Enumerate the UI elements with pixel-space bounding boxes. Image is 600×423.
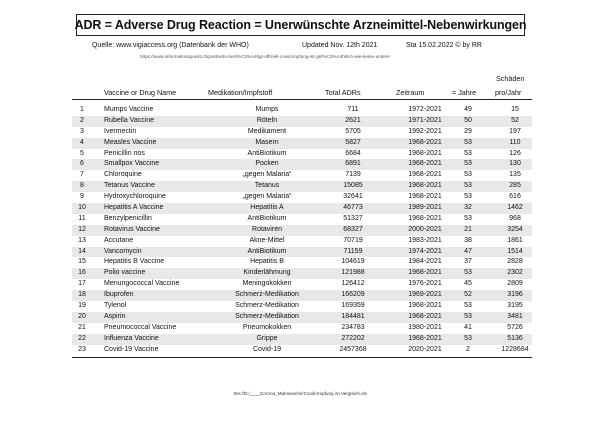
row-number-cell: 12 [78,225,86,233]
table-bottom-divider [72,357,532,358]
table-row [72,290,532,301]
table-row [72,116,532,127]
drug-name-cell: Tetanus Vaccine [104,182,155,190]
damages-per-year-cell: 3196 [507,291,523,299]
row-number-cell: 9 [80,193,84,201]
row-number-cell: 22 [78,334,86,342]
medication-type-cell: AntiBiotikum [247,214,287,222]
table-row [72,312,532,323]
total-adrs-cell: 5705 [345,127,361,135]
row-number-cell: 3 [80,127,84,135]
period-cell: 1968-2021 [408,302,442,310]
source-stand: Sta 15.02.2022 © by RR [406,42,482,49]
row-number-cell: 11 [78,214,86,222]
total-adrs-cell: 5827 [345,138,361,146]
damages-per-year-cell: 3254 [507,225,523,233]
drug-name-cell: Accutane [104,236,134,244]
damages-per-year-cell: 2809 [507,280,523,288]
drug-name-cell: Hydroxychloroquine [104,193,166,201]
source-quelle: Quelle: www.vigiaccess.org (Datenbank der WHO) [92,42,249,49]
drug-name-cell: Pneumococcal Vaccine [104,323,177,331]
total-adrs-cell: 6891 [345,160,361,168]
damages-per-year-cell: 2302 [507,269,523,277]
drug-name-cell: Hepatitis A Vaccine [104,204,164,212]
table-row [72,127,532,138]
medication-type-cell: Masern [255,138,279,146]
medication-type-cell: AntiBiotikum [247,247,287,255]
years-cell: 2 [466,345,470,353]
drug-name-cell: Benzylpenicillin [104,214,152,222]
damages-per-year-cell: 1861 [507,236,523,244]
table-row [72,149,532,160]
total-adrs-cell: 51327 [343,214,363,222]
years-cell: 29 [464,127,472,135]
years-cell: 53 [464,302,472,310]
table-row [72,170,532,181]
drug-name-cell: Rubella Vaccine [104,116,155,124]
header-total: Total ADRs [325,88,361,97]
years-cell: 53 [464,214,472,222]
drug-name-cell: Influenza Vaccine [104,334,159,342]
header-rate-top: Schäden [496,74,525,83]
damages-per-year-cell: 616 [509,193,521,201]
years-cell: 52 [464,291,472,299]
damages-per-year-cell: 1228684 [501,345,529,353]
adr-table [72,105,532,355]
period-cell: 1968-2021 [408,334,442,342]
table-row [72,279,532,290]
row-number-cell: 20 [78,312,86,320]
damages-per-year-cell: 126 [509,149,521,157]
total-adrs-cell: 169359 [341,302,365,310]
medication-type-cell: Pocken [255,160,279,168]
table-row [72,236,532,247]
table-row [72,192,532,203]
row-number-cell: 6 [80,160,84,168]
drug-name-cell: Mumps Vaccine [104,106,154,113]
total-adrs-cell: 32641 [343,193,363,201]
total-adrs-cell: 121988 [341,269,365,277]
period-cell: 1974-2021 [408,247,442,255]
table-row [72,181,532,192]
years-cell: 32 [464,204,472,212]
row-number-cell: 23 [78,345,86,353]
row-number-cell: 21 [78,323,86,331]
table-row [72,334,532,345]
damages-per-year-cell: 1514 [507,247,523,255]
period-cell: 1971-2021 [408,116,442,124]
period-cell: 1968-2021 [408,182,442,190]
medication-type-cell: Tetanus [254,182,280,190]
drug-name-cell: Covid-19 Vaccine [104,345,159,353]
table-row [72,345,532,356]
total-adrs-cell: 711 [347,106,359,113]
damages-per-year-cell: 130 [509,160,521,168]
years-cell: 53 [464,138,472,146]
drug-name-cell: Vancomycin [104,247,142,255]
medication-type-cell: Grippe [256,334,278,342]
period-cell: 1992-2021 [408,127,442,135]
drug-name-cell: Tylenol [104,302,127,310]
damages-per-year-cell: 52 [511,116,519,124]
row-number-cell: 14 [78,247,86,255]
row-number-cell: 16 [78,269,86,277]
period-cell: 1968-2021 [408,269,442,277]
years-cell: 53 [464,182,472,190]
row-number-cell: 15 [78,258,86,266]
medication-type-cell: „gegen Malaria“ [242,171,292,179]
header-period: Zeitraum [396,88,425,97]
title-box [76,14,525,36]
row-number-cell: 8 [80,182,84,190]
row-number-cell: 5 [80,149,84,157]
row-number-cell: 17 [78,280,86,288]
total-adrs-cell: 46773 [343,204,363,212]
header-divider [72,99,532,100]
table-row [72,214,532,225]
years-cell: 38 [464,236,472,244]
damages-per-year-cell: 3195 [507,302,523,310]
period-cell: 1983-2021 [408,236,442,244]
medication-type-cell: AntiBiotikum [247,149,287,157]
years-cell: 50 [464,116,472,124]
medication-type-cell: Rotaviren [252,225,282,233]
header-rate-bottom: pro/Jahr [495,88,522,97]
damages-per-year-cell: 197 [509,127,521,135]
years-cell: 53 [464,160,472,168]
drug-name-cell: Ivermectin [104,127,137,135]
medication-type-cell: Covid-19 [252,345,281,353]
damages-per-year-cell: 15 [511,106,519,113]
total-adrs-cell: 2457368 [339,345,367,353]
total-adrs-cell: 272202 [341,334,365,342]
drug-name-cell: Chloroquine [104,171,142,179]
medication-type-cell: Hepatitis A [250,204,284,212]
reference-url[interactable]: https://www.informationspunkt.ch/post/who-best%C3%A4tigt-offiziell-covid-impfung-ist-gef%C3%A4hrlich-wie-keine-andere [140,54,390,59]
medication-type-cell: „gegen Malaria“ [242,193,292,201]
table-row [72,247,532,258]
years-cell: 53 [464,193,472,201]
damages-per-year-cell: 110 [509,138,521,146]
years-cell: 47 [464,247,472,255]
period-cell: 1968-2021 [408,193,442,201]
years-cell: 49 [464,106,472,113]
row-number-cell: 19 [78,302,86,310]
medication-type-cell: Kinderlähmung [243,269,291,277]
medication-type-cell: Medikament [247,127,287,135]
years-cell: 21 [464,225,472,233]
medication-type-cell: Akne-Mittel [249,236,285,244]
period-cell: 1972-2021 [408,106,442,113]
period-cell: 1968-2021 [408,160,442,168]
damages-per-year-cell: 135 [509,171,521,179]
table-row [72,159,532,170]
period-cell: 1984-2021 [408,258,442,266]
file-path-footer: Ste://D:/____Corona_Mahnwache/Covid-Impfung im Vergleich.xls [233,391,367,396]
row-number-cell: 18 [78,291,86,299]
drug-name-cell: Polio vaccine [104,269,146,277]
medication-type-cell: Mumps [255,106,279,113]
period-cell: 1968-2021 [408,149,442,157]
medication-type-cell: Röteln [256,116,278,124]
header-years: = Jahre [452,88,477,97]
damages-per-year-cell: 5136 [507,334,523,342]
period-cell: 1968-2021 [408,214,442,222]
table-row [72,268,532,279]
period-cell: 2000-2021 [408,225,442,233]
drug-name-cell: Aspirin [104,312,126,320]
years-cell: 41 [464,323,472,331]
medication-type-cell: Schmerz-Medikation [235,312,299,320]
period-cell: 1968-2021 [408,138,442,146]
period-cell: 2020-2021 [408,345,442,353]
damages-per-year-cell: 3481 [507,312,523,320]
row-number-cell: 4 [80,138,84,146]
source-updated: Updated Nov. 12th 2021 [302,42,378,49]
table-row [72,203,532,214]
period-cell: 1968-2021 [408,171,442,179]
header-name: Vaccine or Drug Name [104,88,177,97]
drug-name-cell: Ibuprofen [104,291,134,299]
row-number-cell: 7 [80,171,84,179]
years-cell: 53 [464,334,472,342]
table-row [72,105,532,116]
years-cell: 53 [464,171,472,179]
total-adrs-cell: 234783 [341,323,365,331]
years-cell: 45 [464,280,472,288]
medication-type-cell: Hepatitis B [250,258,284,266]
row-number-cell: 13 [78,236,86,244]
total-adrs-cell: 166209 [341,291,365,299]
period-cell: 1989-2021 [408,204,442,212]
years-cell: 53 [464,269,472,277]
years-cell: 53 [464,149,472,157]
medication-type-cell: Pneumokokken [242,323,292,331]
header-med: Medikation/Impfstoff [208,88,273,97]
drug-name-cell: Measles Vaccine [104,138,157,146]
total-adrs-cell: 7139 [345,171,361,179]
total-adrs-cell: 70719 [343,236,363,244]
drug-name-cell: Penicillin nos [104,149,145,157]
table-row [72,323,532,334]
period-cell: 1980-2021 [408,323,442,331]
table-row [72,138,532,149]
years-cell: 37 [464,258,472,266]
table-row [72,257,532,268]
drug-name-cell: Menungococcal Vaccine [104,280,180,288]
medication-type-cell: Schmerz-Medikation [235,291,299,299]
total-adrs-cell: 71159 [343,247,363,255]
total-adrs-cell: 104619 [341,258,365,266]
period-cell: 1968-2021 [408,312,442,320]
damages-per-year-cell: 968 [509,214,521,222]
row-number-cell: 1 [80,106,84,113]
damages-per-year-cell: 5726 [507,323,523,331]
page-title: ADR = Adverse Drug Reaction = Unerwünschte Arzneimittel-Nebenwirkungen [74,18,527,32]
total-adrs-cell: 126412 [341,280,365,288]
drug-name-cell: Rotavirus Vaccine [104,225,160,233]
damages-per-year-cell: 1462 [507,204,523,212]
table-row [72,225,532,236]
medication-type-cell: Schmerz-Medikation [235,302,299,310]
drug-name-cell: Hepatitis B Vaccine [104,258,165,266]
damages-per-year-cell: 285 [509,182,521,190]
medication-type-cell: Meningokokken [242,280,292,288]
total-adrs-cell: 2621 [345,116,361,124]
total-adrs-cell: 15085 [343,182,363,190]
total-adrs-cell: 6684 [345,149,361,157]
total-adrs-cell: 184481 [341,312,365,320]
total-adrs-cell: 68327 [343,225,363,233]
row-number-cell: 2 [80,116,84,124]
years-cell: 53 [464,312,472,320]
period-cell: 1976-2021 [408,280,442,288]
damages-per-year-cell: 2828 [507,258,523,266]
drug-name-cell: Smallpox Vaccine [104,160,160,168]
table-row [72,301,532,312]
period-cell: 1969-2021 [408,291,442,299]
row-number-cell: 10 [78,204,86,212]
